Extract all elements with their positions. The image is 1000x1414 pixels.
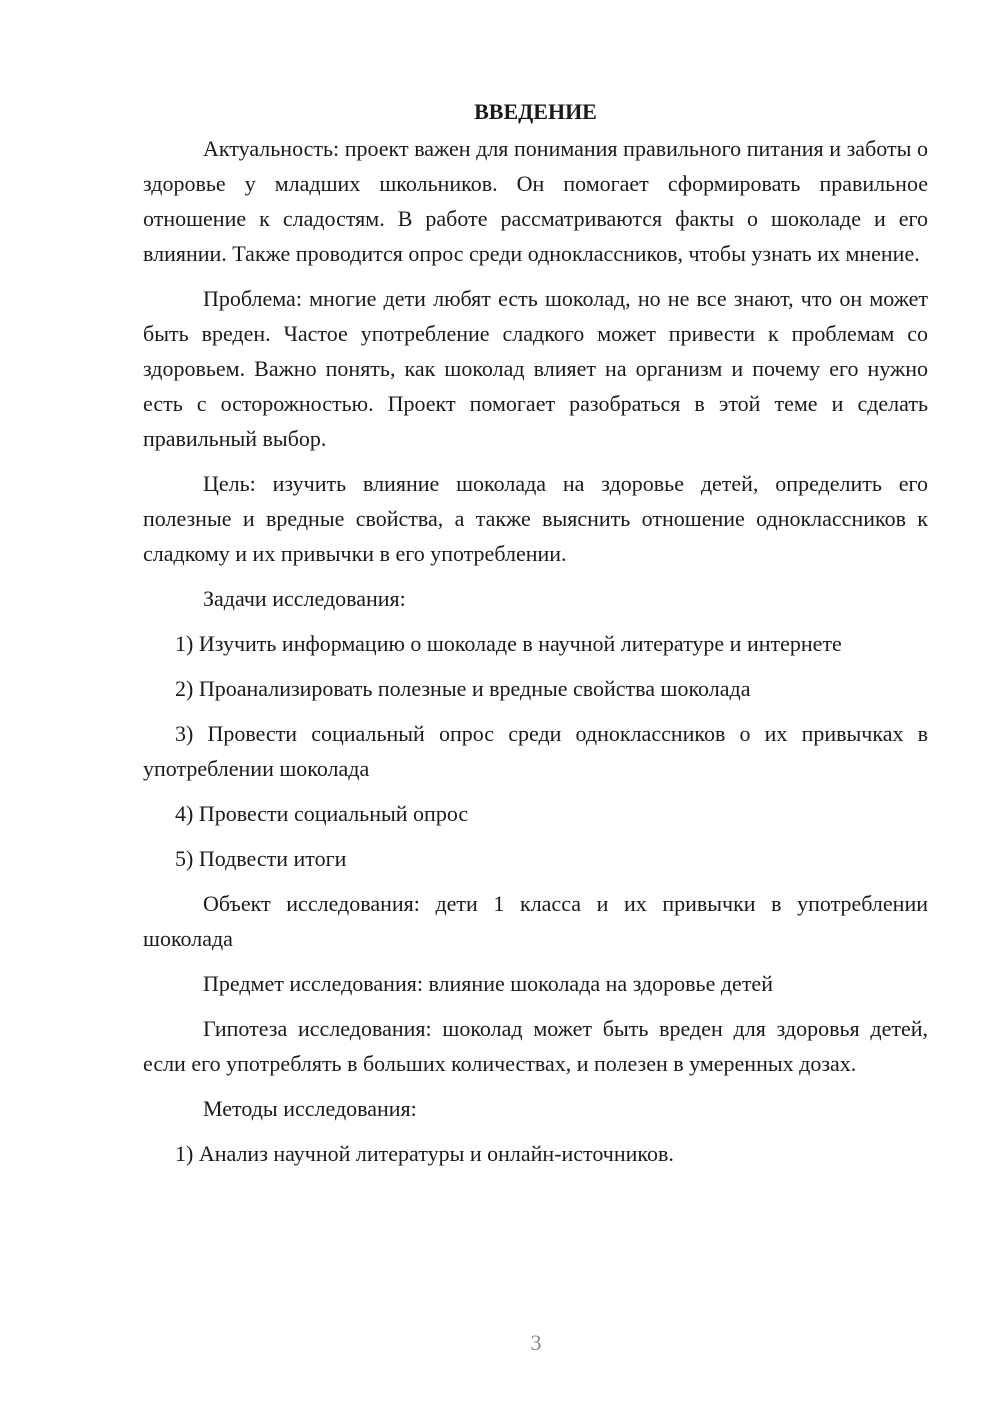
hypothesis-paragraph: Гипотеза исследования: шоколад может быть вреден для здоровья детей, если его употреблять в больших количествах, и полезен в умеренных дозах.	[143, 1016, 928, 1076]
task-item: 4) Провести социальный опрос	[175, 801, 469, 826]
subject-paragraph: Предмет исследования: влияние шоколада на здоровье детей	[203, 971, 773, 996]
task-item: 3) Провести социальный опрос среди одноклассников о их привычках в употреблении шоколада	[143, 721, 928, 781]
method-item: 1) Анализ научной литературы и онлайн-источников.	[175, 1141, 674, 1166]
document-body	[143, 94, 928, 1181]
tasks-title: Задачи исследования:	[203, 586, 406, 611]
page-number: 3	[530, 1330, 542, 1355]
task-item: 2) Проанализировать полезные и вредные свойства шоколада	[175, 676, 751, 701]
task-item: 1) Изучить информацию о шоколаде в научной литературе и интернете	[175, 631, 842, 656]
problem-paragraph: Проблема: многие дети любят есть шоколад, но не все знают, что он может быть вреден. Частое употребление сладкого может привести к проблемам со здоровьем. Важно понять, как шоколад влияет на организм и почему его нужно есть с осторожностью. Проект помогает разобраться в этой теме и сделать правильный выбор.	[143, 286, 928, 451]
relevance-paragraph: Актуальность: проект важен для понимания правильного питания и заботы о здоровье у младших школьников. Он помогает сформировать правильное отношение к сладостям. В работе рассматриваются факты о шоколаде и его влиянии. Также проводится опрос среди одноклассников, чтобы узнать их мнение.	[143, 136, 928, 266]
methods-title: Методы исследования:	[203, 1096, 417, 1121]
object-paragraph: Объект исследования: дети 1 класса и их привычки в употреблении шоколада	[143, 891, 928, 951]
task-item: 5) Подвести итоги	[175, 846, 347, 871]
section-heading: ВВЕДЕНИЕ	[474, 99, 597, 124]
goal-paragraph: Цель: изучить влияние шоколада на здоровье детей, определить его полезные и вредные свойства, а также выяснить отношение одноклассников к сладкому и их привычки в его употреблении.	[143, 471, 928, 566]
